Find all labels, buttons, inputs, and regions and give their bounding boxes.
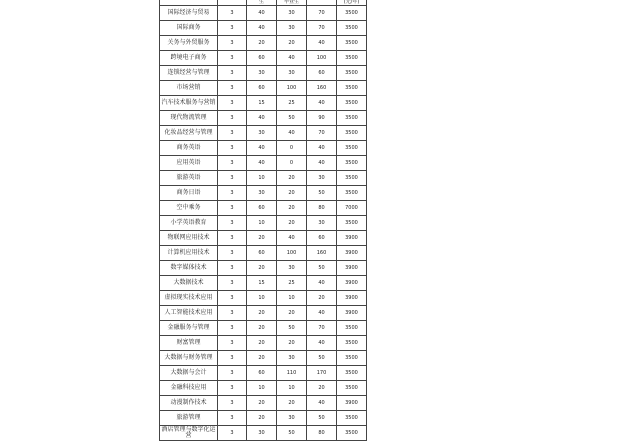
table-row: [160, 411, 367, 426]
cell-fee: 3500: [337, 366, 367, 381]
cell-major: 国际商务: [160, 21, 218, 36]
cell-major: 数字媒体技术: [160, 261, 218, 276]
cell-total: 20: [307, 291, 337, 306]
cell-total: 70: [307, 6, 337, 21]
cell-col-a: 60: [247, 51, 277, 66]
cell-col-b: 0: [277, 156, 307, 171]
cell-col-a: 20: [247, 306, 277, 321]
table-row: [160, 261, 367, 276]
cell-years: 3: [218, 291, 247, 306]
cell-major: 现代物流管理: [160, 111, 218, 126]
table-row: [160, 21, 367, 36]
cell-total: 20: [307, 381, 337, 396]
cell-years: 3: [218, 186, 247, 201]
cell-total: 60: [307, 231, 337, 246]
cell-total: 30: [307, 171, 337, 186]
cell-years: 3: [218, 426, 247, 441]
cell-col-b: 30: [277, 351, 307, 366]
cell-col-b: 40: [277, 51, 307, 66]
cell-fee: 3500: [337, 36, 367, 51]
cell-major: 计算机应用技术: [160, 246, 218, 261]
cell-major: 金融服务与管理: [160, 321, 218, 336]
cell-col-b: 30: [277, 6, 307, 21]
cell-fee: 3500: [337, 411, 367, 426]
cell-fee: 3500: [337, 156, 367, 171]
table-row: [160, 381, 367, 396]
cell-col-a: 30: [247, 186, 277, 201]
cell-col-a: 40: [247, 141, 277, 156]
cell-fee: 3900: [337, 291, 367, 306]
cell-total: 80: [307, 426, 337, 441]
cell-years: 3: [218, 21, 247, 36]
cell-total: 50: [307, 411, 337, 426]
cell-col-a: 10: [247, 291, 277, 306]
cell-col-a: 20: [247, 231, 277, 246]
cell-col-b: 20: [277, 171, 307, 186]
cell-col-a: 15: [247, 276, 277, 291]
cell-total: 60: [307, 66, 337, 81]
table-row: [160, 396, 367, 411]
cell-fee: 3500: [337, 186, 367, 201]
cell-years: 3: [218, 381, 247, 396]
cell-major: 大数据与财务管理: [160, 351, 218, 366]
cell-total: 80: [307, 201, 337, 216]
table-row: [160, 201, 367, 216]
cell-years: 3: [218, 66, 247, 81]
cell-fee: 3500: [337, 51, 367, 66]
cell-col-a: 20: [247, 396, 277, 411]
cell-col-a: 20: [247, 261, 277, 276]
cell-years: 3: [218, 216, 247, 231]
cell-total: 70: [307, 321, 337, 336]
cell-fee: 7000: [337, 201, 367, 216]
cell-total: 50: [307, 351, 337, 366]
cell-major: 商务日语: [160, 186, 218, 201]
cell-col-b: 0: [277, 141, 307, 156]
table-row: [160, 51, 367, 66]
table-row: [160, 96, 367, 111]
cell-fee: 3900: [337, 246, 367, 261]
cell-fee: 3900: [337, 276, 367, 291]
cell-col-b: 30: [277, 66, 307, 81]
table-row: [160, 36, 367, 51]
cell-total: 40: [307, 156, 337, 171]
cell-total: 90: [307, 111, 337, 126]
cell-years: 3: [218, 321, 247, 336]
enrollment-table-body: [160, 0, 367, 441]
table-row: [160, 426, 367, 441]
cell-major: 关务与外贸服务: [160, 36, 218, 51]
cell-col-a: 60: [247, 201, 277, 216]
cell-years: 3: [218, 81, 247, 96]
cell-col-a: 20: [247, 336, 277, 351]
cell-major: 应用英语: [160, 156, 218, 171]
table-row: [160, 186, 367, 201]
cell-col-a: 20: [247, 351, 277, 366]
cell-major: 旅游管理: [160, 411, 218, 426]
cell-col-b: 30: [277, 21, 307, 36]
cell-col-b: 50: [277, 426, 307, 441]
table-row: [160, 141, 367, 156]
cell-major: 小学英语教育: [160, 216, 218, 231]
cell-major: 空中乘务: [160, 201, 218, 216]
cell-years: 3: [218, 171, 247, 186]
cell-years: 3: [218, 96, 247, 111]
cell-total: 70: [307, 126, 337, 141]
cell-fee: 3500: [337, 351, 367, 366]
cell-fee: 3500: [337, 111, 367, 126]
cell-col-b: 25: [277, 276, 307, 291]
table-row: [160, 156, 367, 171]
cell-total: 40: [307, 396, 337, 411]
cell-fee: 3500: [337, 21, 367, 36]
cell-years: 3: [218, 231, 247, 246]
cell-total: 40: [307, 36, 337, 51]
cell-col-b: 110: [277, 366, 307, 381]
cell-col-a: 20: [247, 411, 277, 426]
cell-major: 动漫制作技术: [160, 396, 218, 411]
cell-fee: 3500: [337, 6, 367, 21]
cell-col-a: 60: [247, 81, 277, 96]
cell-years: 3: [218, 351, 247, 366]
cell-col-a: 40: [247, 6, 277, 21]
cell-col-a: 10: [247, 216, 277, 231]
table-row: [160, 276, 367, 291]
table-row: [160, 366, 367, 381]
cell-total: 40: [307, 276, 337, 291]
cell-col-b: 10: [277, 381, 307, 396]
cell-col-b: 20: [277, 306, 307, 321]
cell-major: 连锁经营与管理: [160, 66, 218, 81]
cell-major: 酒店管理与数字化运营: [161, 426, 216, 439]
cell-col-a: 30: [247, 426, 277, 441]
cell-major: 商务英语: [160, 141, 218, 156]
header-col-a: 生: [247, 0, 277, 6]
cell-years: 3: [218, 141, 247, 156]
cell-col-b: 20: [277, 336, 307, 351]
cell-total: 70: [307, 21, 337, 36]
table-row: [160, 216, 367, 231]
table-row: [160, 111, 367, 126]
header-col-b: 毕业生: [277, 0, 307, 6]
table-row: [160, 291, 367, 306]
cell-fee: 3500: [337, 66, 367, 81]
cell-fee: 3500: [337, 216, 367, 231]
cell-fee: 3900: [337, 396, 367, 411]
cell-col-a: 60: [247, 366, 277, 381]
cell-fee: 3500: [337, 171, 367, 186]
cell-col-a: 40: [247, 21, 277, 36]
cell-fee: 3900: [337, 231, 367, 246]
cell-years: 3: [218, 156, 247, 171]
cell-fee: 3500: [337, 426, 367, 441]
cell-total: 160: [307, 81, 337, 96]
table-row: [160, 246, 367, 261]
cell-years: 3: [218, 411, 247, 426]
cell-major: 物联网应用技术: [160, 231, 218, 246]
cell-col-b: 100: [277, 246, 307, 261]
cell-major: 国际经济与贸易: [160, 6, 218, 21]
cell-major: 人工智能技术应用: [160, 306, 218, 321]
cell-years: 3: [218, 126, 247, 141]
cell-col-a: 30: [247, 66, 277, 81]
cell-total: 40: [307, 306, 337, 321]
table-row: [160, 336, 367, 351]
cell-total: 30: [307, 216, 337, 231]
cell-col-b: 50: [277, 111, 307, 126]
cell-years: 3: [218, 246, 247, 261]
cell-total: 100: [307, 51, 337, 66]
cell-col-b: 10: [277, 291, 307, 306]
cell-fee: 3500: [337, 381, 367, 396]
cell-years: 3: [218, 6, 247, 21]
cell-col-a: 10: [247, 381, 277, 396]
cell-total: 50: [307, 261, 337, 276]
cell-fee: 3900: [337, 261, 367, 276]
cell-years: 3: [218, 396, 247, 411]
cell-col-a: 15: [247, 96, 277, 111]
cell-col-a: 40: [247, 156, 277, 171]
table-row: [160, 171, 367, 186]
cell-fee: 3500: [337, 141, 367, 156]
cell-col-a: 40: [247, 111, 277, 126]
table-row: [160, 6, 367, 21]
cell-fee: 3500: [337, 81, 367, 96]
cell-years: 3: [218, 261, 247, 276]
cell-col-a: 20: [247, 321, 277, 336]
cell-col-a: 30: [247, 126, 277, 141]
cell-fee: 3500: [337, 126, 367, 141]
cell-col-b: 40: [277, 126, 307, 141]
cell-col-b: 40: [277, 231, 307, 246]
cell-col-b: 20: [277, 396, 307, 411]
cell-col-b: 30: [277, 261, 307, 276]
cell-major: 财富管理: [160, 336, 218, 351]
cell-col-a: 20: [247, 36, 277, 51]
cell-major: 跨境电子商务: [160, 51, 218, 66]
cell-major: 虚拟现实技术应用: [160, 291, 218, 306]
cell-col-b: 25: [277, 96, 307, 111]
cell-total: 50: [307, 186, 337, 201]
cell-col-b: 20: [277, 216, 307, 231]
cell-col-b: 20: [277, 186, 307, 201]
cell-total: 160: [307, 246, 337, 261]
cell-major: 大数据与会计: [160, 366, 218, 381]
cell-years: 3: [218, 201, 247, 216]
cell-fee: 3900: [337, 306, 367, 321]
table-row: [160, 321, 367, 336]
cell-col-a: 60: [247, 246, 277, 261]
cell-years: 3: [218, 51, 247, 66]
cell-years: 3: [218, 336, 247, 351]
cell-total: 170: [307, 366, 337, 381]
cell-major: 金融科技应用: [160, 381, 218, 396]
cell-years: 3: [218, 111, 247, 126]
table-row: [160, 231, 367, 246]
table-row: [160, 351, 367, 366]
cell-years: 3: [218, 36, 247, 51]
cell-fee: 3500: [337, 96, 367, 111]
cell-major: 旅游英语: [160, 171, 218, 186]
table-row: [160, 126, 367, 141]
cell-col-b: 50: [277, 321, 307, 336]
enrollment-table: [159, 0, 367, 441]
cell-total: 40: [307, 141, 337, 156]
cell-fee: 3500: [337, 321, 367, 336]
cell-col-b: 20: [277, 36, 307, 51]
table-row: [160, 81, 367, 96]
cell-major: 市场营销: [160, 81, 218, 96]
cell-major: 汽车技术服务与营销: [160, 96, 218, 111]
cell-years: 3: [218, 276, 247, 291]
cell-col-b: 20: [277, 201, 307, 216]
table-row: [160, 66, 367, 81]
cell-fee: 3500: [337, 336, 367, 351]
header-fee: (元/年): [337, 0, 367, 6]
table-row: [160, 306, 367, 321]
cell-col-a: 10: [247, 171, 277, 186]
cell-col-b: 30: [277, 411, 307, 426]
cell-total: 40: [307, 96, 337, 111]
cell-years: 3: [218, 366, 247, 381]
cell-total: 40: [307, 336, 337, 351]
cell-major: 大数据技术: [160, 276, 218, 291]
cell-col-b: 100: [277, 81, 307, 96]
cell-years: 3: [218, 306, 247, 321]
cell-major: 化妆品经营与管理: [160, 126, 218, 141]
